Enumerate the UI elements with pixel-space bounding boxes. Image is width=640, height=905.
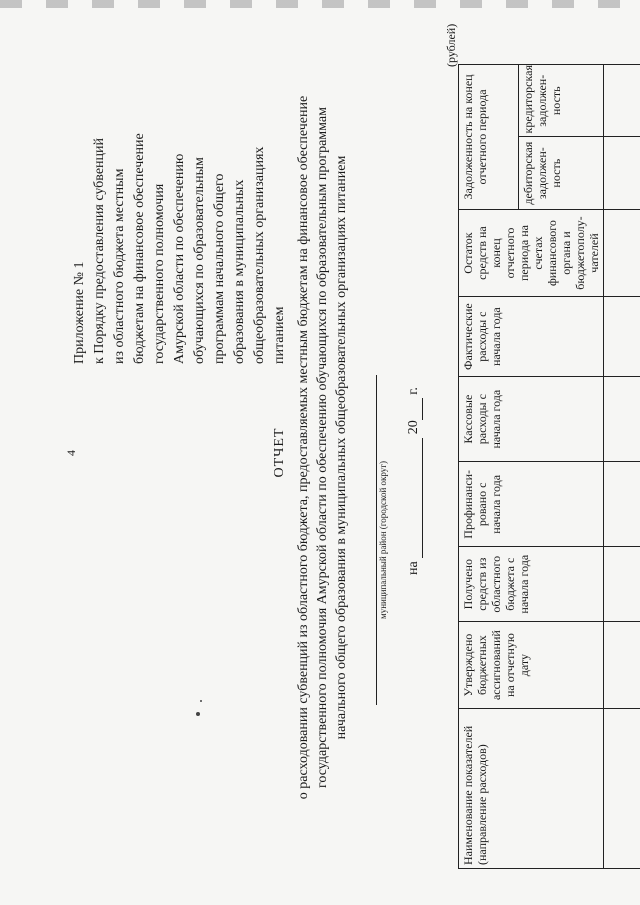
table-cell[interactable] [604, 209, 640, 296]
appendix-line: питанием [272, 306, 287, 364]
subtitle-line: государственного полномочия Амурской области по обеспечению обучающихся по образовательным программам [315, 107, 330, 788]
appendix-block [70, 24, 290, 364]
table-cell[interactable] [604, 709, 640, 869]
table-cell[interactable] [604, 297, 640, 377]
table-cell[interactable] [604, 137, 640, 209]
header-row [459, 65, 519, 869]
page-number: 4 [64, 450, 78, 456]
table-cell[interactable] [604, 547, 640, 622]
appendix-line: государственного полномочия [152, 183, 167, 364]
appendix-line: к Порядку предоставления субвенций [92, 137, 107, 364]
header-actual: Фактические расходы с начала года [459, 297, 604, 377]
table-cell[interactable] [604, 65, 640, 137]
appendix-line: Приложение № 1 [72, 261, 87, 364]
appendix-line: обучающихся по образовательным [192, 157, 207, 364]
header-financed: Профинанси-ровано с начала года [459, 462, 604, 547]
municipality-label: муниципальный район (городской округ) [378, 461, 388, 619]
subtitle-line: начального общего образования в муниципальных общеобразовательных организациях питанием [334, 155, 349, 740]
report-date-row [406, 387, 423, 575]
header-debt-group: Задолженность на конец отчетного периода [459, 65, 519, 210]
table-cell[interactable] [604, 621, 640, 708]
date-prefix: на [406, 561, 421, 575]
date-blank[interactable] [406, 438, 423, 558]
header-name: Наименование показателей (направление расходов) [459, 709, 604, 869]
date-suffix: г. [406, 387, 421, 395]
appendix-line: бюджетам на финансовое обеспечение [132, 133, 147, 364]
appendix-line: образования в муниципальных [232, 179, 247, 364]
year-blank[interactable] [406, 398, 423, 420]
date-year-prefix: 20 [406, 420, 421, 435]
currency-note: (рублей) [444, 23, 458, 67]
table-cell[interactable] [604, 377, 640, 462]
appendix-line: Амурской области по обеспечению [172, 153, 187, 364]
report-subtitle [294, 60, 351, 835]
municipality-blank-line[interactable] [376, 375, 377, 705]
table-cell[interactable] [604, 462, 640, 547]
header-received: Получено средств из областного бюджета с начала года [459, 547, 604, 622]
report-title: ОТЧЕТ [272, 427, 287, 478]
header-cash: Кассовые расходы с начала года [459, 377, 604, 462]
table-row [604, 65, 640, 869]
header-debit: дебиторская задолжен-ность [518, 137, 603, 209]
header-balance: Остаток средств на конец отчетного периода на счетах финансового органа и бюджетополу-чателей [459, 209, 604, 296]
subtitle-line: о расходовании субвенций из областного бюджета, предоставляемых местным бюджетам на финансовое обеспечение [296, 95, 311, 800]
header-approved: Утверждено бюджетных ассигнований на отчетную дату [459, 621, 604, 708]
appendix-line: общеобразовательных организациях [252, 146, 267, 364]
report-table [458, 64, 640, 869]
appendix-line: программам начального общего [212, 173, 227, 364]
appendix-line: из областного бюджета местным [112, 168, 127, 364]
header-credit: кредиторская задолжен-ность [518, 65, 603, 137]
